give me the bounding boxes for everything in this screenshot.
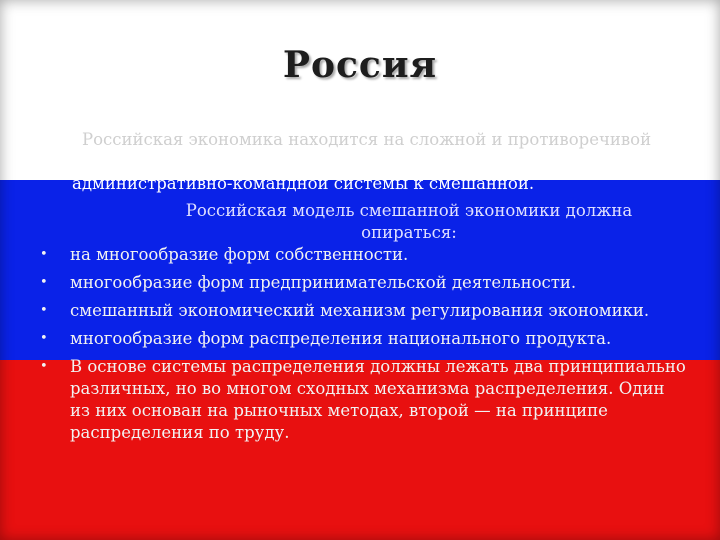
intro-line-1: Российская экономика находится на сложной и противоречивой [82, 130, 652, 149]
bullet-item [40, 300, 688, 322]
heading-line-2: опираться: [361, 223, 457, 242]
bullet-text: на многообразие форм собственности. [70, 245, 409, 264]
heading-line-1: Российская модель смешанной экономики должна [185, 201, 633, 220]
bullet-dot: • [40, 331, 48, 346]
bullet-text: многообразие форм предпринимательской деятельности. [70, 273, 577, 292]
section-heading [40, 200, 688, 244]
bullet-item [40, 244, 688, 266]
bullet-dot: • [40, 275, 48, 290]
bullet-item [40, 272, 688, 294]
bullet-text: многообразие форм распределения национального продукта. [70, 329, 612, 348]
bullet-dot: • [40, 359, 48, 374]
slide-title: Россия [282, 44, 438, 86]
intro-line-3: административно-командной системы к смешанной. [72, 174, 535, 193]
intro-paragraph [72, 129, 688, 195]
bullet-dot: • [40, 303, 48, 318]
bullet-item [40, 356, 688, 444]
bullet-text: В основе системы распределения должны лежать два принципиально различных, но во многом сходных механизма распределения. Один из них основан на рыночных методах, второй — на принципе распределения по труду. [70, 357, 686, 442]
intro-line-2: стадии развития, обозначаемой как переходная — от [72, 152, 541, 171]
bullet-list [40, 244, 688, 444]
bullet-dot: • [40, 247, 48, 262]
bullet-item [40, 328, 688, 350]
slide-body [40, 129, 688, 451]
bullet-text: смешанный экономический механизм регулирования экономики. [70, 301, 650, 320]
